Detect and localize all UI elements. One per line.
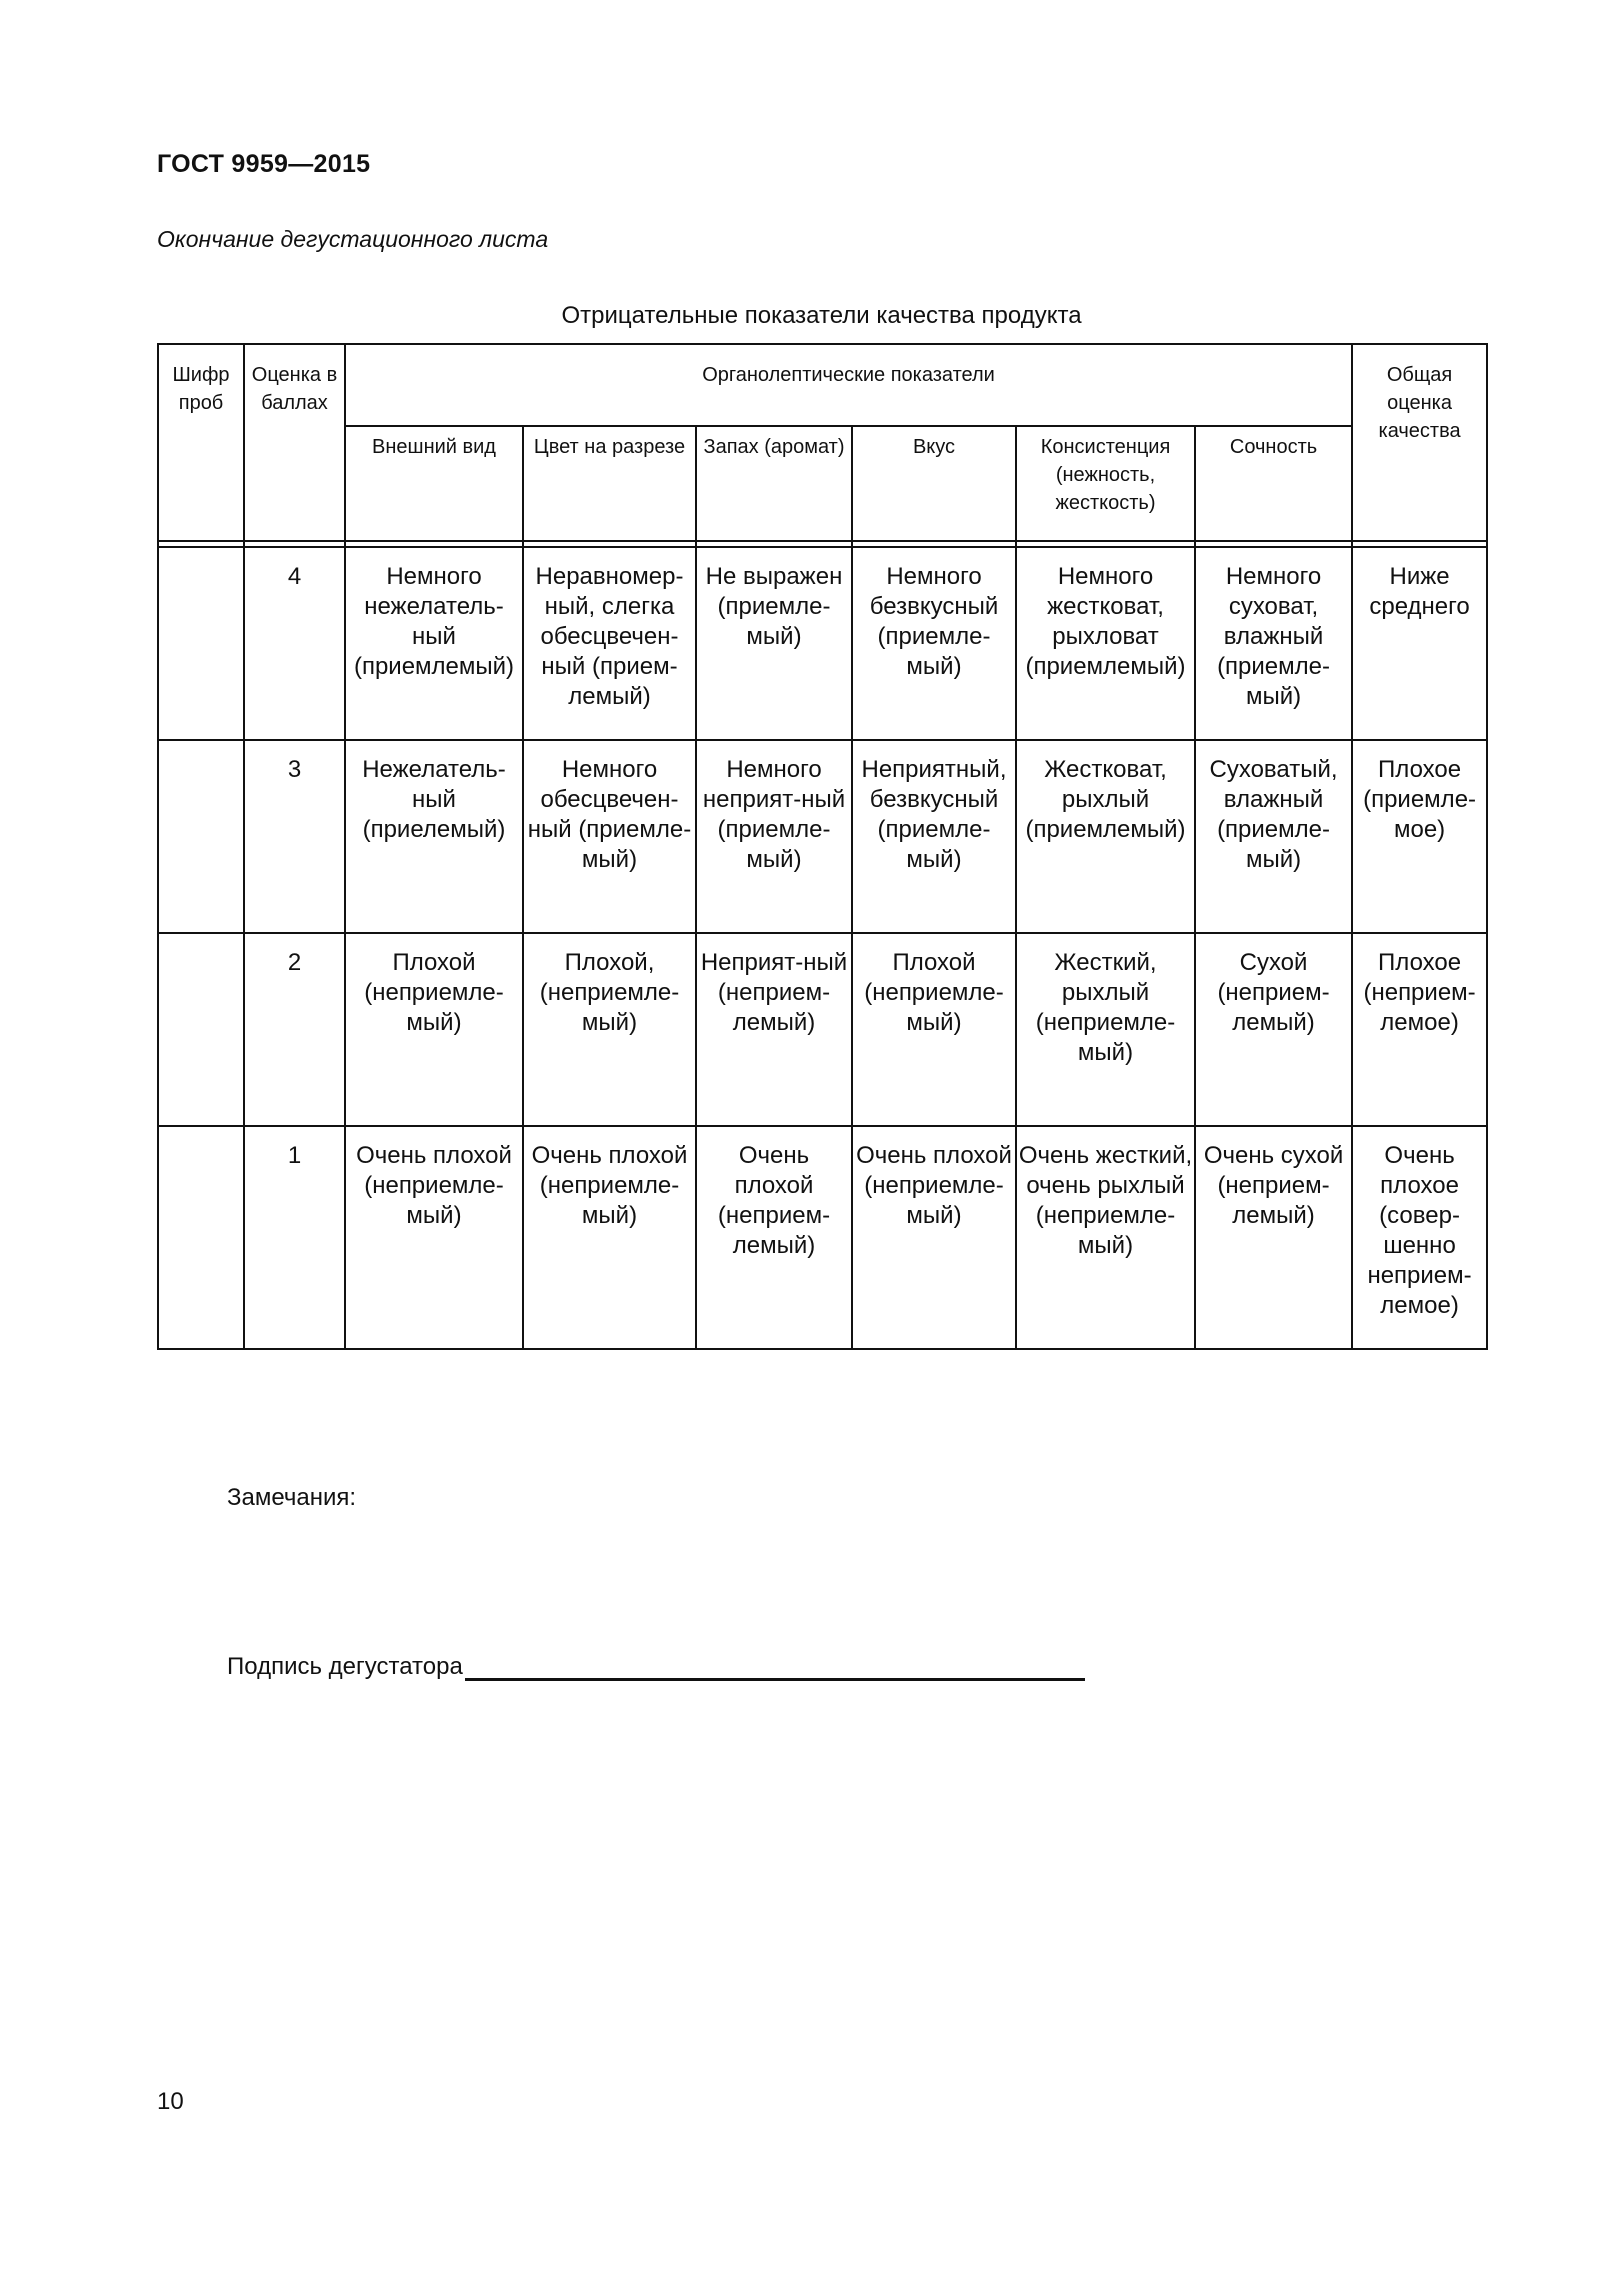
- table-cell: Немного неприят-ный (приемле-мый): [696, 740, 852, 933]
- document-id: ГОСТ 9959—2015: [157, 150, 371, 178]
- header-organoleptic: Органолептические показатели: [345, 344, 1352, 426]
- table-cell: Очень плохой (неприемле-мый): [345, 1126, 523, 1349]
- score-cell: 4: [244, 547, 345, 740]
- signature-label: Подпись дегустатора: [227, 1653, 463, 1680]
- page-number: 10: [157, 2088, 184, 2115]
- sample-code-cell: [158, 740, 244, 933]
- header-consistency: Консистенция (нежность, жесткость): [1016, 426, 1195, 541]
- tasting-table: [157, 343, 1488, 1350]
- table-cell: Немного нежелатель-ный (приемлемый): [345, 547, 523, 740]
- header-taste: Вкус: [852, 426, 1016, 541]
- table-cell: Неприят-ный (неприем-лемый): [696, 933, 852, 1126]
- score-cell: 3: [244, 740, 345, 933]
- header-score: Оценка в баллах: [244, 344, 345, 541]
- table-cell: Плохой, (неприемле-мый): [523, 933, 696, 1126]
- table-row: [158, 547, 1487, 740]
- header-overall-quality: Общая оценка качества: [1352, 344, 1487, 541]
- table-cell: Очень сухой (неприем-лемый): [1195, 1126, 1352, 1349]
- table-cell: Неравномер-ный, слегка обесцвечен-ный (прием-лемый): [523, 547, 696, 740]
- table-cell: Жесткий, рыхлый (неприемле-мый): [1016, 933, 1195, 1126]
- header-juiciness: Сочность: [1195, 426, 1352, 541]
- table-cell: Плохой (неприемле-мый): [345, 933, 523, 1126]
- table-cell: Суховатый, влажный (приемле-мый): [1195, 740, 1352, 933]
- header-cut-color: Цвет на разрезе: [523, 426, 696, 541]
- signature-row: [227, 1652, 1085, 1681]
- document-subtitle: Окончание дегустационного листа: [157, 226, 549, 252]
- table-cell: Очень жесткий, очень рыхлый (неприемле-мый): [1016, 1126, 1195, 1349]
- table-cell: Неприятный, безвкусный (приемле-мый): [852, 740, 1016, 933]
- table-cell: Плохой (неприемле-мый): [852, 933, 1016, 1126]
- sample-code-cell: [158, 933, 244, 1126]
- sample-code-cell: [158, 547, 244, 740]
- table-cell: Немного суховат, влажный (приемле-мый): [1195, 547, 1352, 740]
- table-cell: Жестковат, рыхлый (приемлемый): [1016, 740, 1195, 933]
- table-caption: Отрицательные показатели качества продукта: [561, 302, 1082, 329]
- header-appearance: Внешний вид: [345, 426, 523, 541]
- score-cell: 2: [244, 933, 345, 1126]
- table-cell: Немного безвкусный (приемле-мый): [852, 547, 1016, 740]
- signature-line[interactable]: [465, 1652, 1085, 1681]
- table-cell: Нежелатель-ный (приелемый): [345, 740, 523, 933]
- table-cell: Ниже среднего: [1352, 547, 1487, 740]
- table-cell: Очень плохое (совер-шенно неприем-лемое): [1352, 1126, 1487, 1349]
- header-sample-code: Шифр проб: [158, 344, 244, 541]
- table-cell: Плохое (неприем-лемое): [1352, 933, 1487, 1126]
- table-cell: Очень плохой (неприемле-мый): [523, 1126, 696, 1349]
- table-cell: Немного жестковат, рыхловат (приемлемый): [1016, 547, 1195, 740]
- table-cell: Немного обесцвечен-ный (приемле-мый): [523, 740, 696, 933]
- table-cell: Плохое (приемле-мое): [1352, 740, 1487, 933]
- sample-code-cell: [158, 1126, 244, 1349]
- table-cell: Очень плохой (неприемле-мый): [852, 1126, 1016, 1349]
- notes-label: Замечания:: [227, 1484, 357, 1511]
- table-cell: Очень плохой (неприем-лемый): [696, 1126, 852, 1349]
- table-row: [158, 1126, 1487, 1349]
- header-smell: Запах (аромат): [696, 426, 852, 541]
- table-row: [158, 740, 1487, 933]
- table-row: [158, 933, 1487, 1126]
- table-cell: Не выражен (приемле-мый): [696, 547, 852, 740]
- table-cell: Сухой (неприем-лемый): [1195, 933, 1352, 1126]
- score-cell: 1: [244, 1126, 345, 1349]
